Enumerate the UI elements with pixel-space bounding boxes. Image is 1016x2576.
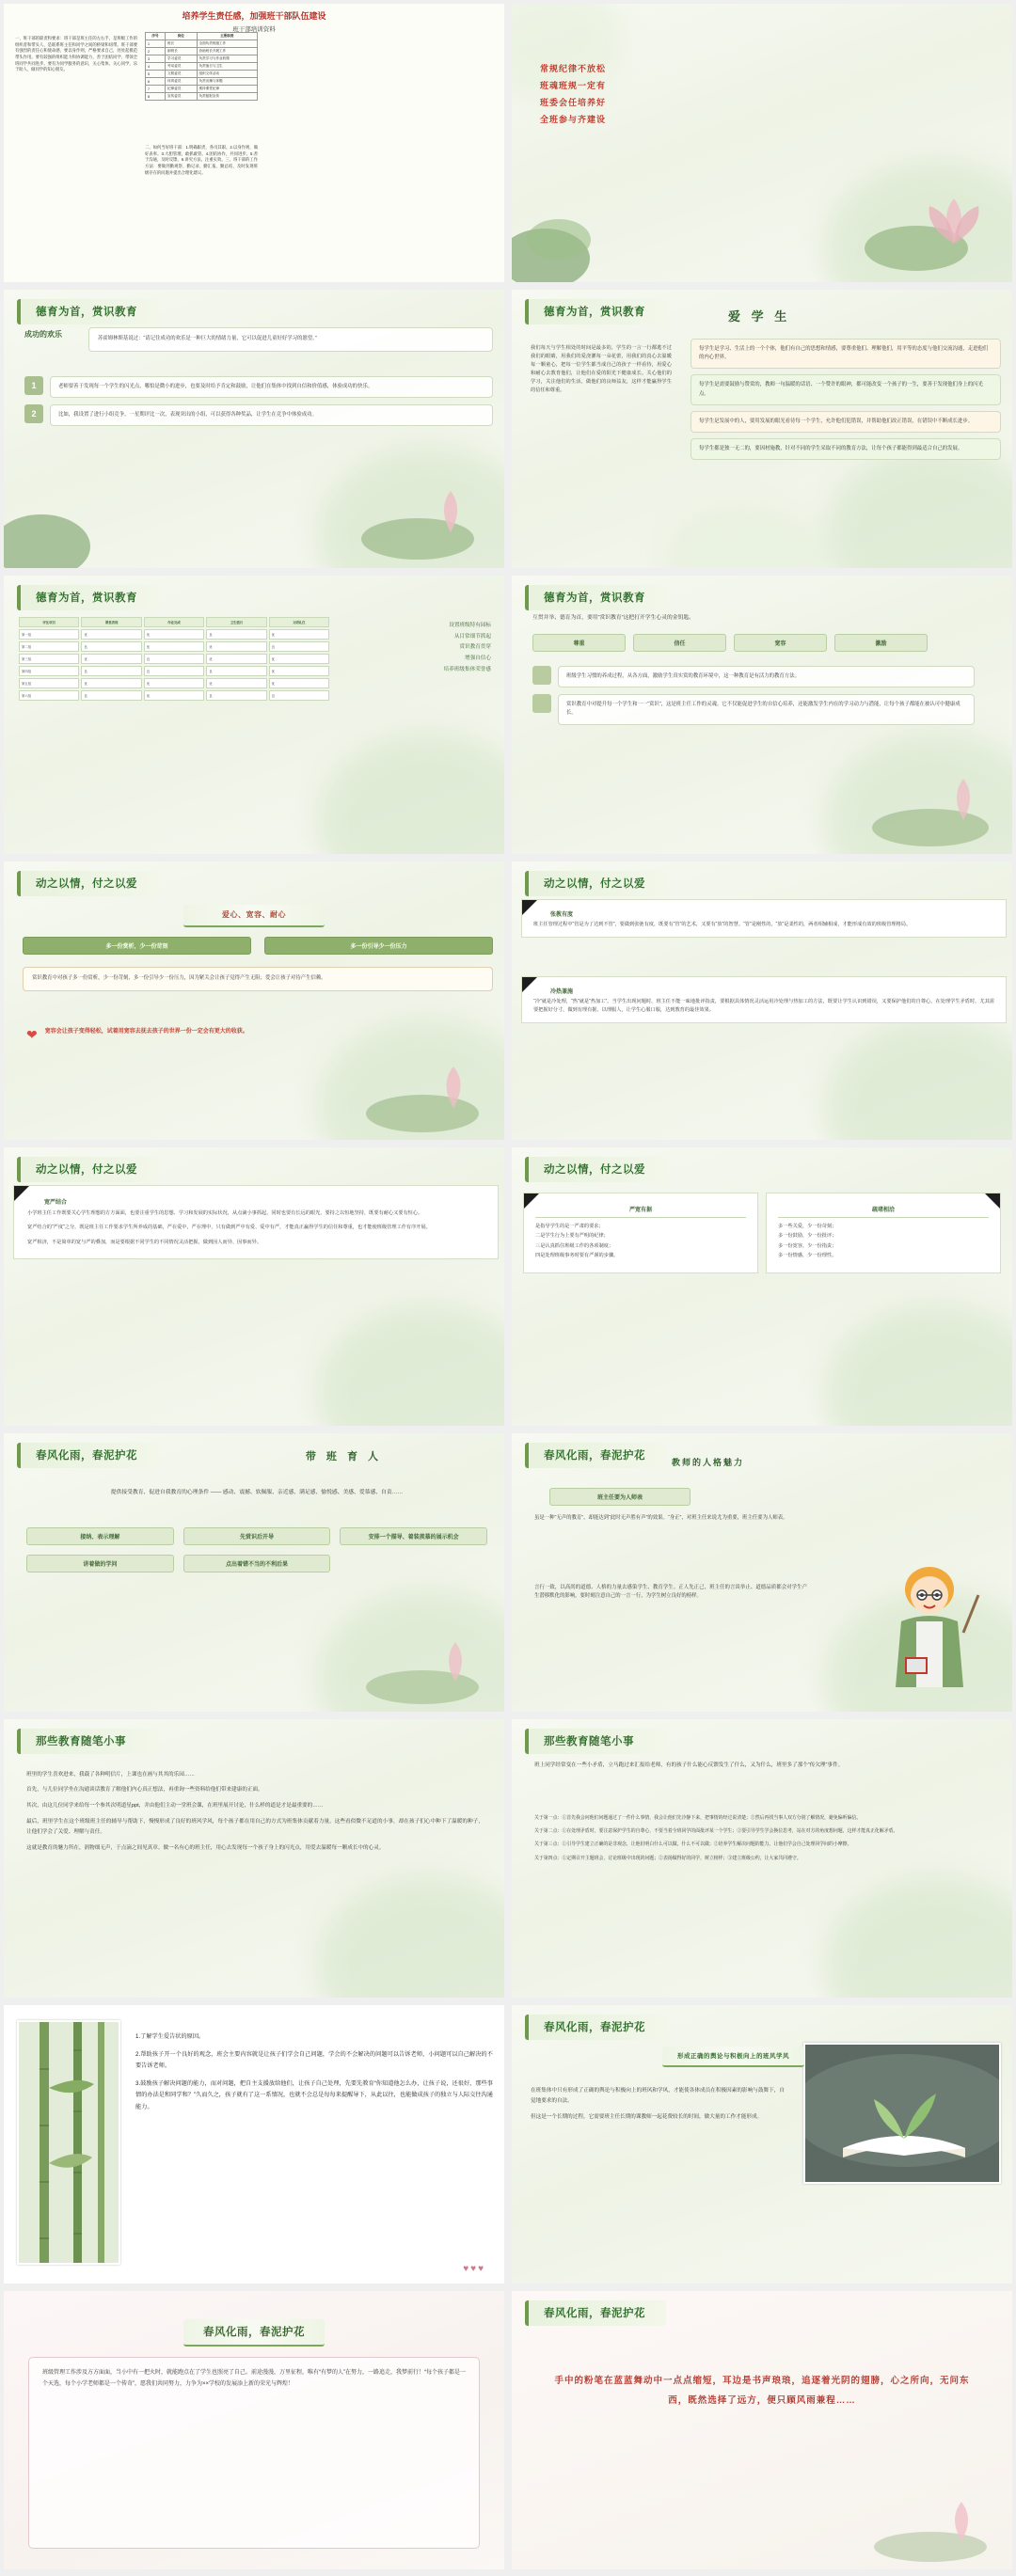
cell: 第三组: [19, 654, 79, 664]
center-title: 教师的人格魅力: [672, 1458, 745, 1467]
section-1: [521, 899, 1007, 938]
cell: 优: [206, 678, 266, 688]
body-block: [135, 2026, 493, 2119]
slide-11: [0, 1430, 508, 1715]
slide-1: [0, 0, 508, 286]
cell: 良: [206, 629, 266, 640]
cell: 5: [146, 71, 166, 78]
paragraph: 1.了解学生爱告状的原因。: [135, 2033, 205, 2041]
cell: 良: [206, 666, 266, 676]
cell: 体育委员: [166, 78, 197, 86]
poem-text: 手中的粉笔在蓝蓝舞动中一点点缩短，耳边是书声琅琅，追逐着光阴的翅膀，心之所向，无问东西，既然选择了远方，便只顾风雨兼程……: [554, 2376, 970, 2406]
list-item: [532, 694, 975, 724]
cell: 宣传委员: [166, 93, 197, 101]
cell: 良: [81, 641, 141, 652]
left-paragraph: 我们每天与学生相处的时间是最多的，学生的一言一行都逃不过我们的眼睛，用我们的爱浇灌每一朵花蕾，用我们的真心去温暖每一颗童心，把每一位学生都当成自己的孩子一样看待，用爱心和耐心去教育他们，让他们在爱的阳光下健康成长。关心他们的学习，关注他们的生活，做他们的良师益友，这样才能赢得学生的信任和尊重。: [531, 345, 672, 394]
note: 从目常细节抓起: [453, 633, 491, 640]
slide-title: 春风化雨，春泥护花: [525, 1443, 666, 1468]
slogan-line: 常规纪律不放松: [540, 64, 607, 73]
slide-10: [508, 1144, 1016, 1430]
cell: 良: [269, 690, 329, 701]
paragraph: 这就是教育的魅力所在，润物细无声，于点滴之间见真章。做一名有心的班主任，用心去发现每一个孩子身上的闪光点，用爱去温暖每一颗成长中的心灵。: [26, 1844, 385, 1851]
cell: 第五组: [19, 678, 79, 688]
chip: 接纳、表示理解: [26, 1527, 174, 1545]
slide-9: [0, 1144, 508, 1430]
cell: 副班长: [166, 48, 197, 55]
tagline: 班主任要为人师表: [549, 1488, 691, 1506]
paragraph: 言行一致，以高尚的道德、人格的力量去感染学生、教育学生。正人先正己，班主任的言谈举止、道德品质都会对学生产生潜移默化的影响，要时刻注意自己的一言一行，为学生树立良好的榜样。: [534, 1585, 807, 1600]
paragraph: 最后，班里学生在这个班级班主任的辅导与帮助下，慢慢形成了良好的班风学风，每个孩子都在用自己的方式为班集体贡献着力量。这些看似微不足道的小事，却在孩子们心中种下了温暖的种子，让他们学会了关爱、理解与责任。: [26, 1818, 484, 1836]
slide-title: 德育为首，赏识教育: [525, 299, 666, 324]
list-item: 每学生是学习、生活上的一个个体，他们有自己的思想和情感，要尊重他们、理解他们，用平等的态度与他们交流沟通，走进他们的内心世界。: [691, 339, 1001, 369]
doc-subtitle: 班干部培训资料: [232, 26, 276, 33]
cell: 良: [81, 666, 141, 676]
list-item: 多一些关爱，少一份苛刻；: [778, 1224, 837, 1229]
bamboo-photo: [17, 2020, 120, 2265]
table-row: [146, 78, 258, 86]
slide-4: [508, 286, 1016, 572]
list-item: 四是处理班级事务时要有严谨的步骤。: [535, 1253, 619, 1259]
list-item: 二是学生行为上要有严明的纪律；: [535, 1233, 609, 1240]
center-title: 带 班 育 人: [305, 1451, 382, 1462]
item-text: 老师要善于发现每一个学生的闪光点，哪怕是微小的进步，也要及时给予肯定和鼓励，让他们在集体中找到自信和价值感，体验成功的快乐。: [50, 376, 493, 398]
cell: 全面负责班级工作: [197, 40, 258, 48]
slide-15: [0, 2001, 508, 2287]
corner-fold-icon: [985, 1193, 1000, 1209]
cell: 2: [146, 48, 166, 55]
list-item: 多一份宽容，少一份指责；: [778, 1242, 837, 1249]
card-list: [691, 339, 1001, 460]
paragraph: 首先，与儿位同学坐在沟通谈话教育了解他们内心真正想法，再重询一些资料给他们带来建康的正面。: [26, 1787, 263, 1794]
list-item: 每学生是发展中的人，要用发展的眼光看待每一个学生，允许他们犯错误，并帮助他们改正错误，在错误中不断成长进步。: [691, 411, 1001, 433]
slide-title: 动之以情，付之以爱: [17, 871, 158, 896]
slide-title: 那些教育随笔小事: [17, 1729, 158, 1754]
table-row: [146, 55, 258, 63]
list-item: [24, 404, 493, 426]
cell: 良: [81, 690, 141, 701]
lead-text: 互贯并举、德育为首，要用“赏识教育”这把打开学生心灵的金钥匙。: [532, 615, 694, 621]
paragraph: 其次，由这儿位同学来给每一个参其次明道星ppt，并由他们主动一堂班会课，在班里展开讨论，什么样的道是才是最重要的……: [26, 1803, 324, 1810]
section-heading: 冷热兼施: [550, 989, 574, 995]
cell: 组织文体活动: [197, 71, 258, 78]
corner-fold-icon: [522, 900, 537, 915]
sub-banner: 形成正确的舆论与积极向上的班风学风: [662, 2047, 804, 2067]
paragraph: 班里的学生喜欢进来，我载了各种明信片，上课也在画与其其的乐园……: [26, 1771, 196, 1778]
card-list: [532, 666, 975, 732]
slide-18: [508, 2287, 1016, 2573]
item-text: 班级学生习惯的养成过程，从各方面，激励学生真实赏的教育环境中，这一种教育是有活力的教育方法。: [558, 666, 975, 687]
cell: 优: [269, 654, 329, 664]
table-row: [146, 48, 258, 55]
cell: 负责出操与体锻: [197, 78, 258, 86]
cell: 6: [146, 78, 166, 86]
paragraph: 2.帮助孩子开一个良好的观念，班会主要内容就是让孩子们学会自己问题，学会的不会解决的问题可以告诉老师，小问题可以自己解决的不要告诉老师。: [135, 2050, 493, 2070]
content-block: [13, 1185, 499, 1259]
note: 设置班级特有园标: [449, 623, 491, 628]
cell: 协助班长开展工作: [197, 48, 258, 55]
bamboo-icon: [19, 2022, 120, 2265]
table-header-cell: 主要职责: [197, 33, 258, 40]
slide-title: 春风化雨，春泥护花: [183, 2319, 325, 2347]
column-header: 文明礼仪: [269, 617, 329, 627]
note: 赏识教育贯穿: [459, 644, 491, 651]
section-text: “冷”就是冷处理，“热”就是“热加工”。当学生出现问题时，班主任不能一味地批评指责，要根据具体情况灵活运用冷处理与热加工的方法，既要让学生认识到错误，又要保护他们的自尊心。在处理学生矛盾时，尤其需要把握好分寸，做到有理有据、以理服人，让学生心服口服，达到教育的最佳效果。: [533, 999, 994, 1014]
slide-title: 德育为首，赏识教育: [525, 585, 666, 610]
paragraph: 关于第二点：①在处理矛盾时，要注意保护学生的自尊心，不要当着全班同学的面批评某一个学生；②要引导学生学会换位思考，站在对方的角度想问题，这样才能真正化解矛盾。: [534, 1829, 898, 1835]
cell: 良: [144, 666, 204, 676]
chip: 先赏识后开导: [183, 1527, 331, 1545]
cell: 负责值日与卫生: [197, 63, 258, 71]
slide-16: [508, 2001, 1016, 2287]
book-photo: [803, 2043, 1001, 2184]
lotus-leaf-icon: [508, 202, 615, 286]
pill: 宽容: [734, 634, 827, 652]
cell: 8: [146, 93, 166, 101]
slide-17: [0, 2287, 508, 2573]
item-number: 2: [24, 404, 43, 423]
list-item: 每学生都是独一无二的，要因材施教，针对不同的学生采取不同的教育方法，让每个孩子都能得到最适合自己的发展。: [691, 438, 1001, 460]
column-header: 卫生值日: [206, 617, 266, 627]
cell: 第一组: [19, 629, 79, 640]
chip: 讲着做的学问: [26, 1555, 174, 1572]
heart-icon: ❤: [26, 1027, 38, 1042]
column-header: 课堂表现: [81, 617, 141, 627]
side-notes: [359, 621, 491, 676]
pill: 激励: [834, 634, 928, 652]
teacher-illustration: [873, 1556, 986, 1706]
cell: 班长: [166, 40, 197, 48]
item-number: 1: [24, 376, 43, 395]
cell: 维持课堂纪律: [197, 86, 258, 93]
center-title: 爱 学 生: [728, 309, 791, 324]
chip: 点出着错不当的不利后果: [183, 1555, 331, 1572]
table-row: [146, 40, 258, 48]
doc-column-1: 一、班干部的职责和要求：班干部是班主任的左右手，是班级工作的组织者和带头人，是联系班主任和同学之间的桥梁和纽带。班干部要有强烈的责任心和使命感，要以身作则，严格要求自己，处处起模范带头作用。要有较强的组织能力和协调能力，善于团结同学，带领全班同学共同进步。要有为同学服务的意识，关心集体，关心同学，乐于助人，做同学的知心朋友。: [15, 36, 137, 72]
cell: 优: [81, 654, 141, 664]
column-header: 作业完成: [144, 617, 204, 627]
list-item: 多一份情感，少一份理性。: [778, 1253, 837, 1259]
corner-fold-icon: [14, 1186, 29, 1201]
cell: 1: [146, 40, 166, 48]
pill-row: [532, 634, 928, 652]
slide-title: 春风化雨，春泥护花: [17, 1443, 158, 1468]
list-item: 是指导学生的是一严肃的要求；: [535, 1224, 604, 1229]
card-heading: 严宽有据: [628, 1208, 652, 1213]
doc-column-2: 二、如何当好班干部：1.明确职责，各司其职。2.以身作则，做好表率。3.大胆管理，敢抓敢管。4.团结协作，共同进步。5.善于沟通，及时反馈。6.讲究方法，注重实效。三、班干部的工作方法：要做到勤观察、勤记录、勤汇报、勤总结，及时发现班级存在的问题并提出合理化建议。: [145, 145, 258, 175]
body-paragraph: 赏识教育中对孩子多一份赏析，少一份苛刻，多一份引导少一份压力，因为紧关会让孩子觉得产生无阻；爱会让孩子对待产生信赖。: [23, 967, 493, 991]
cell: 负责板报宣传: [197, 93, 258, 101]
cell: 第四组: [19, 666, 79, 676]
heart-decoration-icon: ♥♥♥: [463, 2264, 485, 2274]
highlight-row: [26, 1027, 497, 1043]
chip: 安排一个描导、着装羡慕的展示机会: [340, 1527, 487, 1545]
lead-quote: 苏霍姆林斯基说过：“请记住成功的欢乐是一种巨大的情绪力量，它可以促进儿童好好学习的愿望。”: [88, 327, 493, 352]
cell: 第六组: [19, 690, 79, 701]
cell: 优: [144, 690, 204, 701]
pill-right: 多一份引导少一份压力: [264, 937, 493, 955]
cell: 优: [269, 678, 329, 688]
cell: 第二组: [19, 641, 79, 652]
cell: 优: [206, 641, 266, 652]
cell: 4: [146, 63, 166, 71]
cell: 优: [81, 629, 141, 640]
item-text: 比如，我设置了进行小组竞争，一星期评比一次，表现突出的小组，可以获得各种奖品，让学生在竞争中体验成功。: [50, 404, 493, 426]
lead-text: 提供接受教育、促进自我教育的心理条件 —— 感动、震撼、软佩服、亲近感、满足感、愉悦感、美感、爱慕感、自责……: [110, 1490, 404, 1495]
section-heading: 张教有度: [550, 912, 574, 918]
note: 增强自信心: [465, 656, 491, 662]
open-book-icon: [805, 2045, 1001, 2184]
list-item: 三是认真抓住班级工作的各项制度；: [535, 1242, 614, 1249]
paragraph: 宽严相济，不是简单的宽与严的叠加，而是要根据不同学生的不同情况灵活把握，做到因人而异、因事而异。: [27, 1239, 262, 1245]
doc-title: 培养学生责任感，加强班干部队伍建设: [182, 11, 326, 21]
slide-6: [508, 572, 1016, 858]
lead-text: 班上同学经常变在一些小矛盾，立马跑过来汇报给老师，有的孩子什么能心反馈发生了什么，又为什么，班里多了那个“传欠理”事件。: [534, 1762, 844, 1768]
list-item: 每学生是需要鼓励与赞赏的，教师一句温暖的话语、一个赞许的眼神，都可能改变一个孩子的一生，要善于发现他们身上的闪光点。: [691, 374, 1001, 404]
paragraph: 关于第一点：①首先我会问他们问题通过了一件什么事情，我会让他们先冷静下来，把事情的经过说清楚；②然后再找当事人双方分别了解情况，避免偏听偏信。: [534, 1815, 862, 1821]
cell: 文娱委员: [166, 71, 197, 78]
slide-title: 德育为首，赏识教育: [17, 585, 158, 610]
table-row: [146, 63, 258, 71]
slogan-line: 班魂班规一定有: [540, 81, 607, 90]
cell: 良: [206, 690, 266, 701]
slide-13: [0, 1715, 508, 2001]
slide-title: 德育为首，赏识教育: [17, 299, 158, 324]
corner-fold-icon: [524, 1193, 539, 1209]
numbered-list: [24, 376, 493, 433]
slide-7: [0, 858, 508, 1144]
cell: 优: [81, 678, 141, 688]
corner-fold-icon: [522, 977, 537, 992]
slogan-line: 全班参与齐建设: [540, 115, 607, 124]
column-header: 评比项目: [19, 617, 79, 627]
lotus-leaf-icon: [0, 488, 107, 572]
cell: 3: [146, 55, 166, 63]
cell: 优: [269, 629, 329, 640]
paragraph: 小学班主任工作既要关心学生理想的方方面面，也要注重学生的思想、学习和发展的实际状况，从点滴小事抓起，同时也要有长远的眼光，要持之以恒地坚持，既要有耐心又要有恒心。: [27, 1210, 423, 1216]
cell: 优: [206, 654, 266, 664]
paragraph: 宽严结合的“严度”之分，既是班主任工作要求学生所养成的基础，严在爱中，严在理中，只有做到严中有爱、爱中有严，才能真正赢得学生的信任和尊重，也才能使班级管理工作有序开展。: [27, 1225, 431, 1231]
pill-left: 多一份赏析，少一份苛刻: [23, 937, 251, 955]
cell: 劳动委员: [166, 63, 197, 71]
slide-title: 那些教育随笔小事: [525, 1729, 666, 1754]
closing-text: 班级管理工作涉及方方面面，当小中有一把火时，就能跑点在了学生也照亮了自己。前途漫漫，万里征程，唯有“有梦的人”在努力，一路追走，我梦前行！“每个孩子都是一个天选，每个小学老师都是一个传奇”，愿我们共同努力，力争为××学校的发展添上新的荣光与辉煌！: [28, 2357, 480, 2549]
slide-14: [508, 1715, 1016, 2001]
slide-title: 动之以情，付之以爱: [525, 1157, 666, 1182]
item-text: 赏识教育中对提升每一个学生和一一“赏识”，这是班主任工作的灵魂。它不仅能促进学生的自信心培养，还能激发学生内在的学习动力与潜能，让每个孩子都能在被认可中健康成长。: [558, 694, 975, 724]
note: 培养班级集体荣誉感: [443, 666, 491, 672]
card-right: [766, 1193, 1001, 1273]
highlight-text: 宽容会让孩子变得轻松，试着用宽容去抚去孩子的世界一份一定会有更大的收获。: [44, 1029, 248, 1035]
paragraph: 在班集体中只有形成了正确的舆论与积极向上的班风和学风，才能使各体成员在积极因素的影响与鼓舞下，自觉地要求的自法。: [531, 2087, 785, 2104]
slide-5: [0, 572, 508, 858]
slide-12: [508, 1430, 1016, 1715]
list-item: [532, 666, 975, 687]
slide-title: 春风化雨，春泥护花: [525, 2300, 666, 2326]
body-block: [534, 1810, 992, 1868]
cell: 良: [144, 654, 204, 664]
paragraph: 虽是一种“无声的教育”，却能达到“此时无声胜有声”的效果。“身正”，对班主任来说尤为重要，班主任要为人师表。: [534, 1515, 788, 1521]
table-row: [146, 86, 258, 93]
cell: 7: [146, 86, 166, 93]
pill: 信任: [633, 634, 726, 652]
cell: 优: [144, 678, 204, 688]
cell: 负责学习与作业收缴: [197, 55, 258, 63]
card-left: [523, 1193, 758, 1273]
paragraph: 关于第四点：①定期召开主题班会，讨论班级中出现的问题；②表扬做得好的同学，树立榜样；③建立班级公约，让大家共同遵守。: [534, 1856, 802, 1861]
evaluation-table: [19, 617, 329, 701]
section-heading: 成功的欢乐: [24, 330, 62, 339]
paragraph: 关于第三点：①引导学生建立正确的是非观念，让他们明白什么可以做，什么不可以做；②培养学生解决问题的能力，让他们学会自己处理同学间的小摩擦。: [534, 1842, 852, 1848]
pill: 尊重: [532, 634, 626, 652]
center-title: 爱心、宽容、耐心: [183, 905, 325, 927]
slide-8: [508, 858, 1016, 1144]
section-text: 班主任管理过程中“管是为了达到不管”，要做到张弛有度，既要有“管”的艺术，又要有“放”的智慧。“管”是刚性的，“放”是柔性的，两者相辅相成，才能形成有效的班级管理格局。: [533, 922, 912, 927]
cell: 纪律委员: [166, 86, 197, 93]
lotus-flower-icon: [860, 2460, 1001, 2564]
slogan-block: [540, 60, 606, 128]
list-item: 多一份鼓励，少一份批评；: [778, 1233, 837, 1240]
cell: 优: [269, 666, 329, 676]
slide-3: [0, 286, 508, 572]
paragraph: 3.鼓励孩子解决问题的能力，而对问题，把自主支援放给他们，让孩子自己处理，先要先教育“你知道他怎么办，让孩子说，还很好，那些事情的办法是和同学和？”久而久之，孩子就有了这一系情况，也就不会总是每每来提醒导下，从此以往，也能做成孩子的独立与人际交往沟通能力。: [135, 2079, 493, 2110]
pill-row: [23, 937, 493, 955]
chip-grid: [26, 1527, 487, 1572]
slide-title: 动之以情，付之以爱: [525, 871, 666, 896]
body-block: [531, 2080, 785, 2127]
cell: 优: [144, 641, 204, 652]
cell: 学习委员: [166, 55, 197, 63]
table-header-cell: 岗位: [166, 33, 197, 40]
cell: 优: [144, 629, 204, 640]
cell: 良: [269, 641, 329, 652]
slogan-line: 班委会任培养好: [540, 98, 607, 107]
table-row: [146, 93, 258, 101]
doc-table: [145, 32, 258, 101]
section-heading: 宽严结合: [44, 1200, 68, 1206]
list-item: [24, 376, 493, 398]
paragraph: 但这是一个长期的过程，它需要班主任长期的课教师一起花费较长的时间，做大量的工作才能形成。: [531, 2113, 763, 2120]
slide-title: 动之以情，付之以爱: [17, 1157, 158, 1182]
slide-title: 春风化雨，春泥护花: [525, 2015, 666, 2040]
table-row: [146, 71, 258, 78]
card-heading: 疏堵相洽: [871, 1208, 895, 1213]
body-block: [26, 1764, 484, 1859]
slide-2: [508, 0, 1016, 286]
table-header-cell: 序号: [146, 33, 166, 40]
section-2: [521, 976, 1007, 1023]
